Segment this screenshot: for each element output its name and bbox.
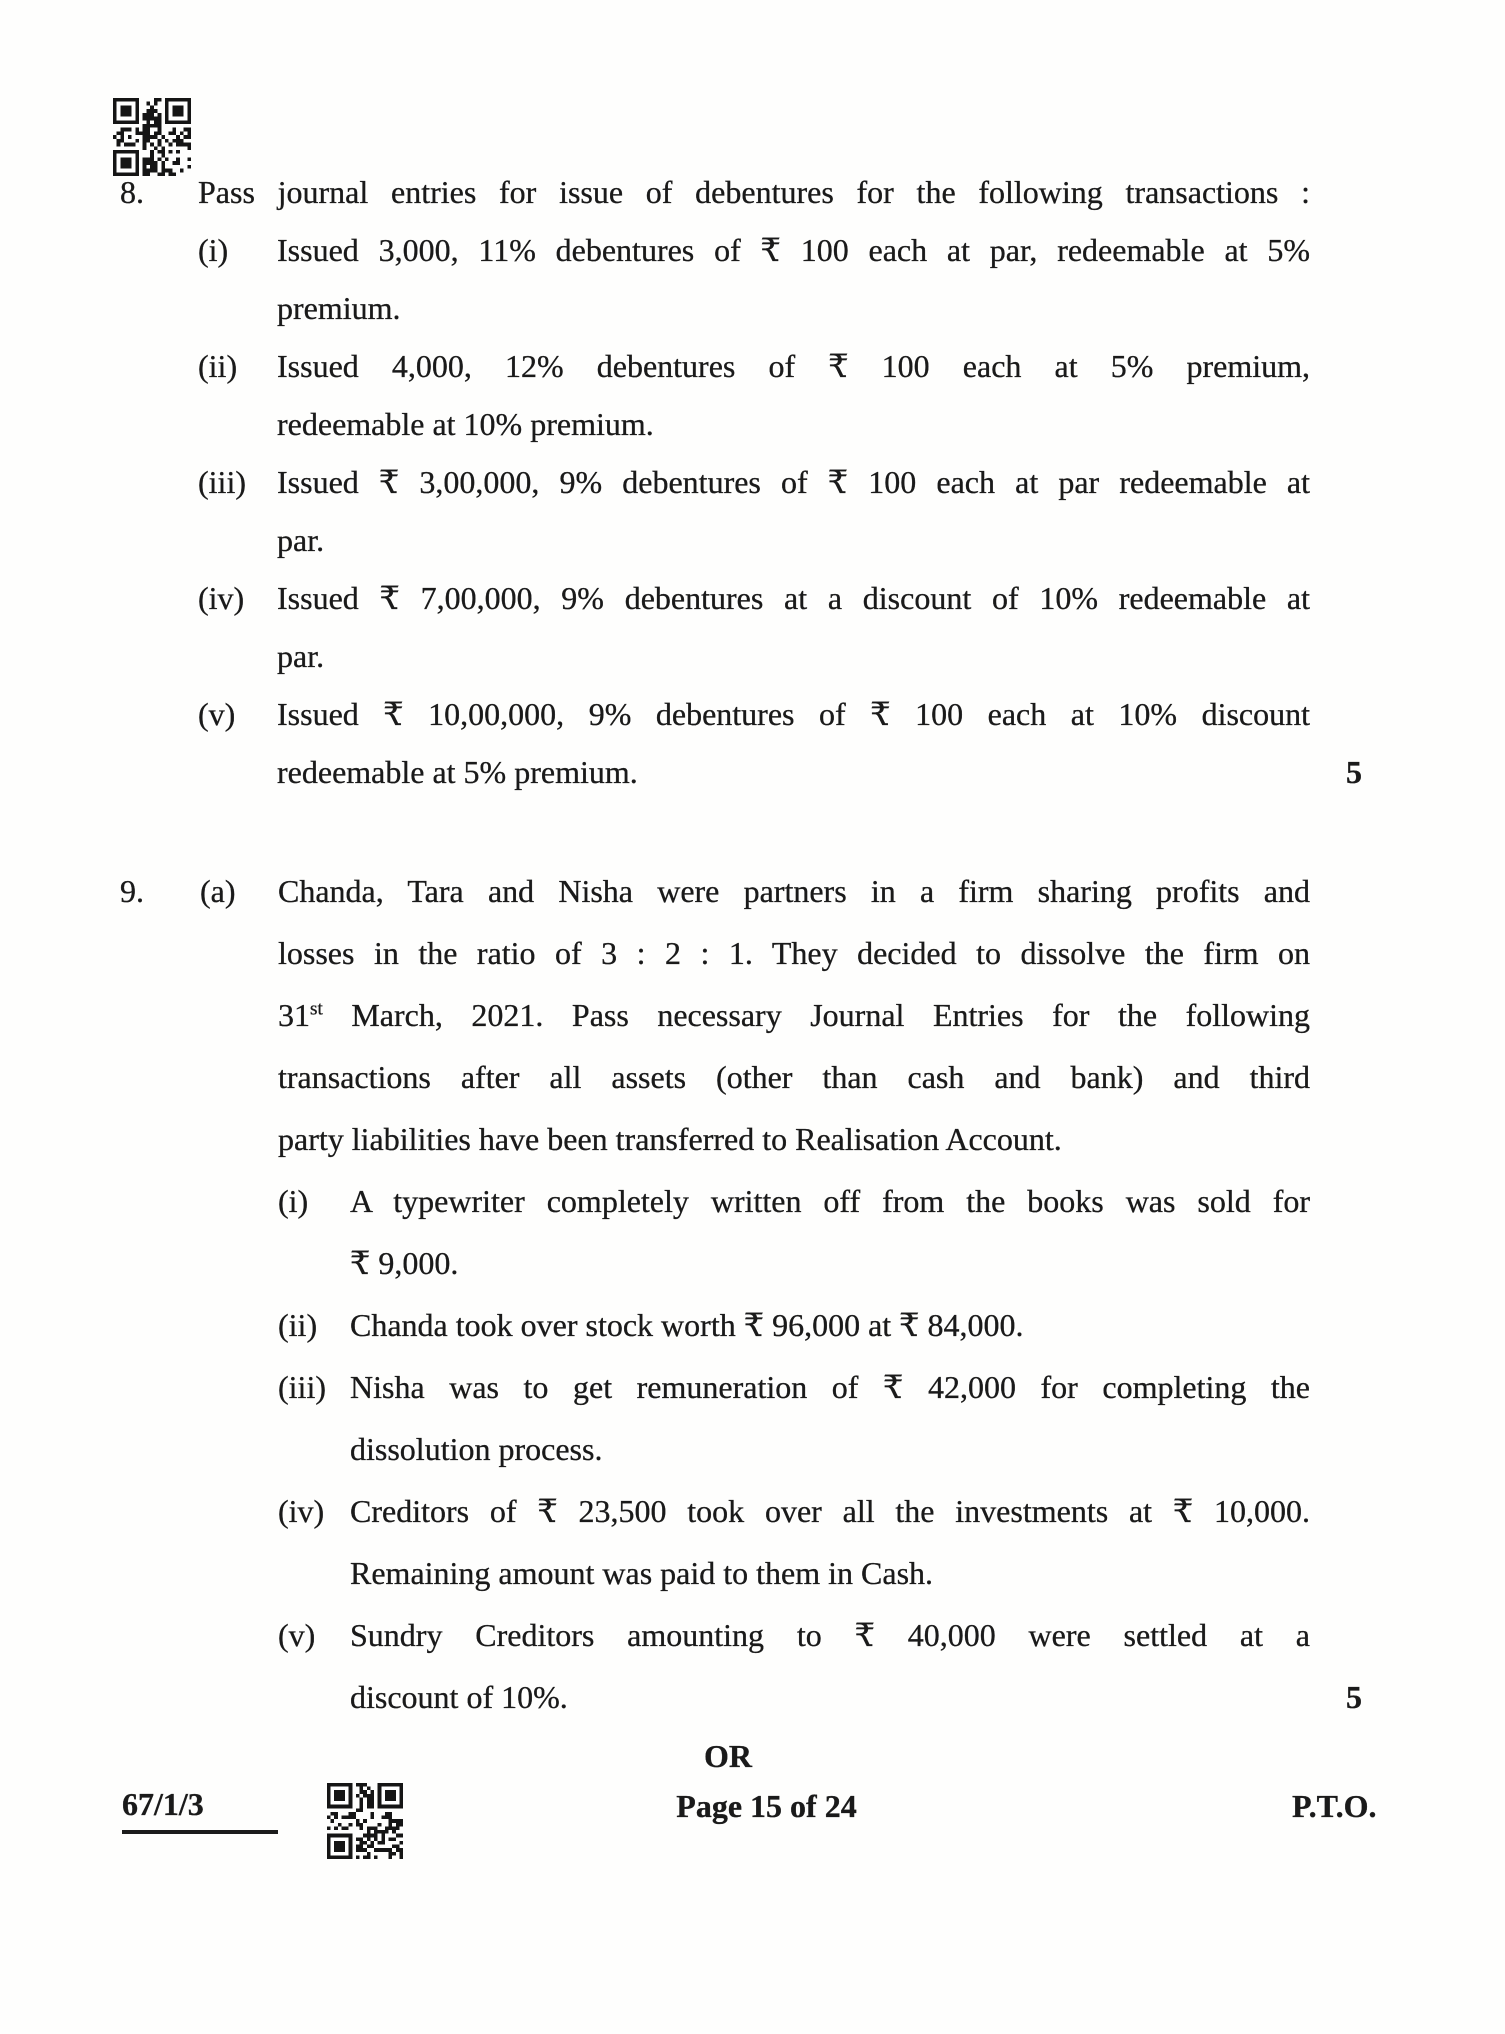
paragraph-line: losses in the ratio of 3 : 2 : 1. They decided to dissolve the firm on: [278, 935, 1310, 971]
item-text-line: redeemable at 5% premium.: [277, 754, 638, 790]
item-text-line: A typewriter completely written off from the books was sold for: [350, 1183, 1310, 1219]
question-8: [120, 163, 1362, 801]
item-marker: (iv): [278, 1493, 325, 1529]
q8-marks-badge: 5: [1346, 754, 1362, 790]
q8-item-iv: [120, 569, 1310, 685]
paragraph-line: Chanda, Tara and Nisha were partners in a firm sharing profits and: [278, 873, 1310, 909]
item-marker: (iii): [278, 1369, 326, 1405]
item-text-line: Remaining amount was paid to them in Cash.: [350, 1555, 934, 1591]
item-text-line: Nisha was to get remuneration of ₹ 42,000 for completing the: [350, 1369, 1310, 1405]
item-text: [350, 1604, 1310, 1728]
item-text-line: Issued ₹ 10,00,000, 9% debentures of ₹ 100 each at 10% discount: [277, 696, 1310, 732]
q9-marks-badge: 5: [1346, 1679, 1362, 1715]
item-marker: (v): [198, 696, 236, 732]
question-9-heading-row: [120, 860, 1310, 1170]
q9-item-ii: [120, 1294, 1310, 1356]
item-text-line: ₹ 9,000.: [350, 1245, 459, 1281]
item-text: [277, 337, 1310, 453]
paragraph-line-rest: March, 2021. Pass necessary Journal Entries for the following: [322, 997, 1310, 1033]
item-marker: (ii): [198, 348, 238, 384]
or-separator: OR: [704, 1738, 752, 1774]
date-day: 31: [278, 997, 310, 1033]
item-text-line: Creditors of ₹ 23,500 took over all the investments at ₹ 10,000.: [350, 1493, 1310, 1529]
item-text-line: Issued 4,000, 12% debentures of ₹ 100 each at 5% premium,: [277, 348, 1310, 384]
question-9-intro: [278, 860, 1310, 1170]
question-8-number: 8.: [120, 174, 144, 210]
q8-item-iii: [120, 453, 1310, 569]
item-text: [350, 1356, 1310, 1480]
item-text-line: premium.: [277, 290, 401, 326]
item-text-line: Issued ₹ 3,00,000, 9% debentures of ₹ 100 each at par redeemable at: [277, 464, 1310, 500]
item-text-line: Issued 3,000, 11% debentures of ₹ 100 each at par, redeemable at 5%: [277, 232, 1310, 268]
item-text: [350, 1480, 1310, 1604]
item-text: [277, 453, 1310, 569]
item-text-line: Issued ₹ 7,00,000, 9% debentures at a discount of 10% redeemable at: [277, 580, 1310, 616]
paragraph-line: transactions after all assets (other than cash and bank) and third: [278, 1059, 1310, 1095]
item-text-line: discount of 10%.: [350, 1679, 568, 1715]
item-text-line: Chanda took over stock worth ₹ 96,000 at ₹ 84,000.: [350, 1307, 1024, 1343]
item-marker: (v): [278, 1617, 316, 1653]
pto-label: P.T.O.: [1292, 1788, 1377, 1824]
item-text-line: par.: [277, 522, 325, 558]
q9-item-i: [120, 1170, 1310, 1294]
item-marker: (iii): [198, 464, 246, 500]
q9-item-iii: [120, 1356, 1310, 1480]
item-text: [277, 569, 1310, 685]
question-8-intro: Pass journal entries for issue of debentures for the following transactions :: [198, 174, 1310, 210]
q8-item-ii: [120, 337, 1310, 453]
q9-item-v: [120, 1604, 1362, 1728]
ordinal-superscript: st: [310, 998, 323, 1020]
question-9-number: 9.: [120, 873, 144, 909]
q8-item-v: [120, 685, 1362, 801]
item-text: [277, 685, 1310, 801]
question-9-part-label: (a): [200, 873, 236, 909]
paragraph-line: party liabilities have been transferred to Realisation Account.: [278, 1121, 1062, 1157]
item-text: [277, 221, 1310, 337]
item-marker: (iv): [198, 580, 245, 616]
item-marker: (ii): [278, 1307, 318, 1343]
q9-item-iv: [120, 1480, 1310, 1604]
q8-item-i: [120, 221, 1310, 337]
page-indicator: Page 15 of 24: [676, 1788, 857, 1824]
question-9: [120, 860, 1362, 1728]
question-8-heading-row: [120, 163, 1310, 221]
item-text: [350, 1294, 1310, 1356]
item-marker: (i): [278, 1183, 309, 1219]
item-marker: (i): [198, 232, 229, 268]
item-text-line: par.: [277, 638, 325, 674]
item-text-line: redeemable at 10% premium.: [277, 406, 654, 442]
item-text: [350, 1170, 1310, 1294]
item-text-line: dissolution process.: [350, 1431, 603, 1467]
item-text-line: Sundry Creditors amounting to ₹ 40,000 were settled at a: [350, 1617, 1310, 1653]
paragraph-line: [278, 984, 1310, 1046]
paper-code: 67/1/3: [122, 1786, 278, 1834]
